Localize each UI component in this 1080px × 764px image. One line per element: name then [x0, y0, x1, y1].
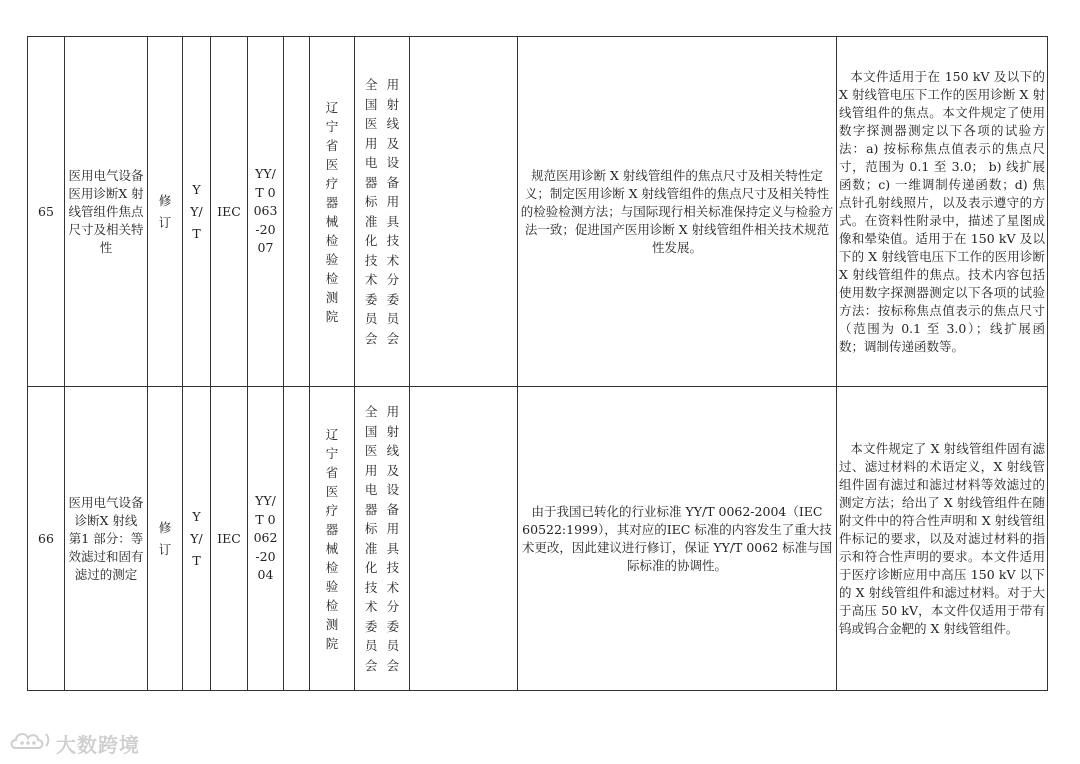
committee-left-column: 全国医用电器标准化技术委员会 [364, 77, 378, 346]
committee-right-column: 用射线及设备用具技术分委员会 [386, 77, 400, 346]
table-row [28, 387, 1048, 691]
table-row [28, 37, 1048, 387]
scope-text: 本文件适用于在 150 kV 及以下的 X 射线管电压下工作的医用诊断 X 射线管组件的焦点。本文件规定了使用数字探测器测定以下各项的试验方法：a) 按标称焦点值表示的焦点尺寸，范围为 0.1 至 3.0； b) 线扩展函数；c) 一维调制传递函数；d) 焦点针孔射线照片，以及表示遵守的方式。在资料性附录中，描述了星图成像和晕染值。适用于在 150 kV 及以下的 X 射线管电压下工作的医用诊断 X 射线管组件的焦点。技术内容包括使用数字探测器测定以下各项的试验方法：按标称焦点值表示的焦点尺寸（范围为 0.1 至 3.0）；线扩展函数；调制传递函数等。 [837, 37, 1048, 387]
cloud-logo-icon [8, 728, 52, 758]
purpose-text: 由于我国已转化的行业标准 YY/T 0062-2004（IEC 60522:1999），其对应的IEC 标准的内容发生了重大技术更改，因此建议进行修订，保证 YY/T 0062 标准与国际标准的协调性。 [518, 387, 837, 691]
empty-cell [410, 387, 518, 691]
adoption-code: IEC [211, 387, 248, 691]
drafting-unit: 辽宁省医疗器械检验检测院 [310, 387, 355, 691]
replaced-standard: YY/T 0062-2004 [248, 387, 284, 691]
adoption-code: IEC [211, 37, 248, 387]
standard-category: YY/T [183, 387, 211, 691]
watermark [8, 728, 140, 758]
committee-left-column: 全国医用电器标准化技术委员会 [364, 404, 378, 673]
empty-cell [284, 37, 310, 387]
technical-committee [355, 387, 410, 691]
revision-type: 修订 [148, 387, 183, 691]
standard-category: YY/T [183, 37, 211, 387]
standard-name: 医用电气设备 诊断X 射线 第1 部分：等效滤过和固有滤过的测定 [65, 387, 148, 691]
purpose-text: 规范医用诊断 X 射线管组件的焦点尺寸及相关特性定义；制定医用诊断 X 射线管组件的焦点尺寸及相关特性的检验检测方法；与国际现行相关标准保持定义与检验方法一致；促进国产医用诊断 X 射线管组件相关技术规范性发展。 [518, 37, 837, 387]
empty-cell [284, 387, 310, 691]
committee-right-column: 用射线及设备用具技术分委员会 [386, 404, 400, 673]
replaced-standard: YY/T 0063-2007 [248, 37, 284, 387]
standard-name: 医用电气设备 医用诊断X 射线管组件焦点尺寸及相关特性 [65, 37, 148, 387]
watermark-text: 大数跨境 [56, 732, 140, 757]
empty-cell [410, 37, 518, 387]
drafting-unit: 辽宁省医疗器械检验检测院 [310, 37, 355, 387]
technical-committee [355, 37, 410, 387]
scope-text: 本文件规定了 X 射线管组件固有滤过、滤过材料的术语定义，X 射线管组件固有滤过和滤过材料等效滤过的测定方法；给出了 X 射线管组件在随附文件中的符合性声明和 X 射线管组件标记的要求，以及对滤过材料的指示和符合性声明的要求。本文件适用于医疗诊断应用中高压 150 kV 以下的 X 射线管组件和滤过材料。对于大于高压 50 kV，本文件仅适用于带有钨或钨合金靶的 X 射线管组件。 [837, 387, 1048, 691]
revision-type: 修订 [148, 37, 183, 387]
row-number: 65 [28, 37, 65, 387]
standards-table [27, 36, 1048, 691]
row-number: 66 [28, 387, 65, 691]
